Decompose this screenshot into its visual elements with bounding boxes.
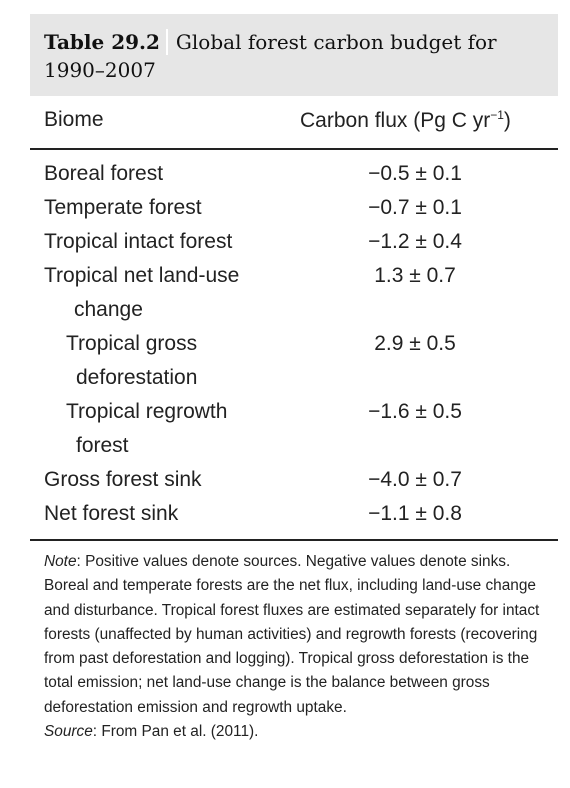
footer-rule [30, 539, 558, 541]
note-text: : Positive values denote sources. Negative values denote sinks. Boreal and temperate forests are the net flux, including land-use change and disturbance. Tropical forest fluxes are estimated separately for intact forests (unaffected by human activities) and regrowth forests (recovering from past deforestation and logging). Tropical gross deforestation is the total emission; net land-use change is the balance between gross deforestation emission and regrowth uptake. [44, 553, 540, 716]
table-row [0, 327, 570, 395]
table-notes [44, 550, 554, 744]
column-header-biome: Biome [44, 108, 104, 131]
row-value: −1.2 ± 0.4 [368, 230, 462, 253]
table-title-band [30, 14, 558, 96]
row-value: 1.3 ± 0.7 [374, 264, 456, 287]
row-label: Temperate forest [44, 196, 202, 219]
row-value: −4.0 ± 0.7 [368, 468, 462, 491]
row-label: Tropical net land-use change [44, 264, 240, 321]
row-label: Net forest sink [44, 502, 179, 525]
source-text: : From Pan et al. (2011). [92, 723, 259, 741]
row-label: Tropical gross deforestation [66, 332, 198, 389]
table-caption: Global forest carbon budget for 1990–2007 [44, 30, 497, 82]
row-label: Tropical intact forest [44, 230, 233, 253]
header-rule [30, 148, 558, 150]
row-value: −0.7 ± 0.1 [368, 196, 462, 219]
table-row [0, 259, 570, 327]
row-value: −0.5 ± 0.1 [368, 162, 462, 185]
row-label: Tropical regrowth forest [66, 400, 228, 457]
row-label: Boreal forest [44, 162, 164, 185]
table-number: Table 29.2 [44, 30, 160, 54]
source-label: Source [44, 723, 93, 741]
column-header-carbon-flux: Carbon flux (Pg C $yr^{-1}$) [300, 108, 511, 132]
table-title [44, 28, 544, 84]
row-value: −1.6 ± 0.5 [368, 400, 462, 423]
row-value: −1.1 ± 0.8 [368, 502, 462, 525]
row-label: Gross forest sink [44, 468, 202, 491]
title-separator [166, 29, 168, 55]
table-row [0, 395, 570, 463]
note-label: Note [44, 553, 77, 570]
row-value: 2.9 ± 0.5 [374, 332, 456, 355]
